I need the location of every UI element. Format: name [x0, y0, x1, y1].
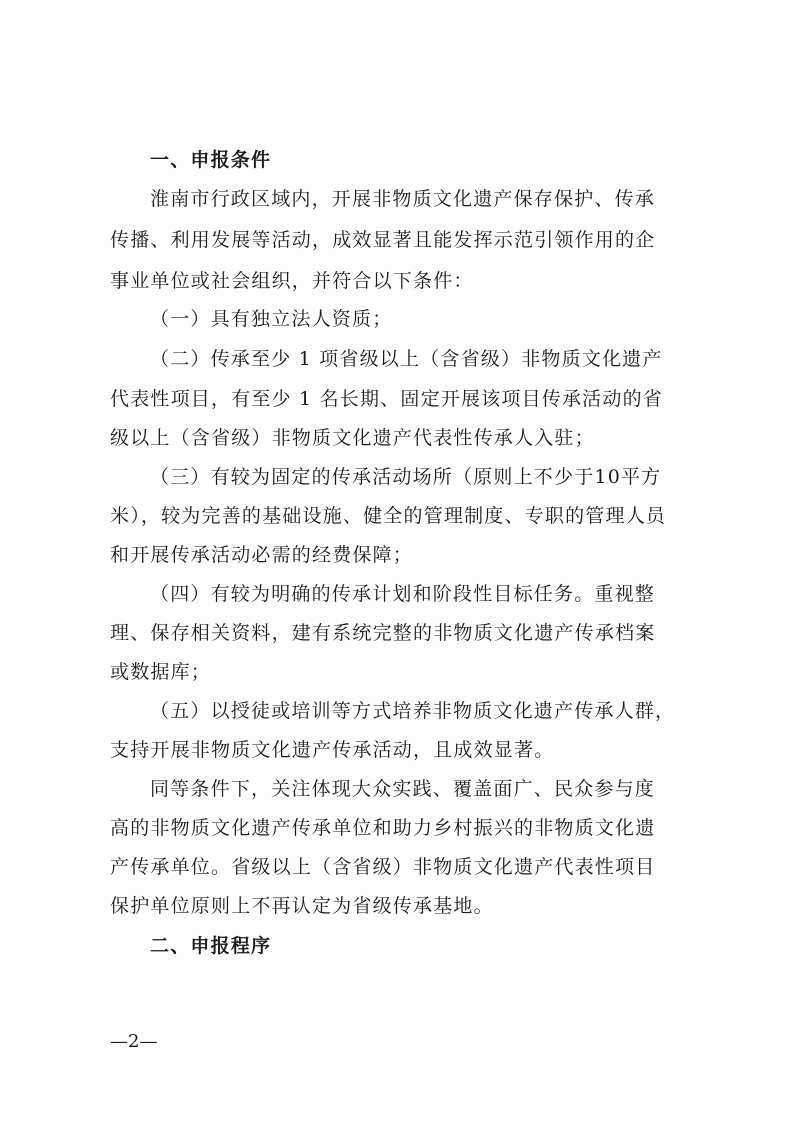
paragraph-line: （五）以授徒或培训等方式培养非物质文化遗产传承人群，: [150, 700, 676, 722]
paragraph-line: 或数据库；: [110, 661, 212, 683]
paragraph-line: 保护单位原则上不再认定为省级传承基地。: [110, 895, 494, 917]
section-heading-application-procedure: 二、申报程序: [150, 935, 272, 957]
paragraph-line: 同等条件下，关注体现大众实践、覆盖面广、民众参与度: [150, 778, 656, 800]
paragraph-line: （一）具有独立法人资质；: [150, 308, 393, 330]
paragraph-line: 米），较为完善的基础设施、健全的管理制度、专职的管理人员: [110, 505, 667, 527]
page-number: —2—: [110, 1031, 158, 1052]
paragraph-line: （三）有较为固定的传承活动场所（原则上不少于10平方: [150, 466, 662, 488]
paragraph-line: （四）有较为明确的传承计划和阶段性目标任务。重视整: [150, 583, 656, 605]
paragraph-line: 支持开展非物质文化遗产传承活动，且成效显著。: [110, 739, 555, 761]
paragraph-line: 理、保存相关资料，建有系统完整的非物质文化遗产传承档案: [110, 622, 656, 644]
paragraph-line: 和开展传承活动必需的经费保障；: [110, 544, 414, 566]
paragraph-line: 级以上（含省级）非物质文化遗产代表性传承人入驻；: [110, 427, 595, 449]
section-heading-application-conditions: 一、申报条件: [150, 149, 272, 171]
paragraph-line: 传播、利用发展等活动，成效显著且能发挥示范引领作用的企: [110, 229, 656, 251]
paragraph-line: 代表性项目，有至少 1 名长期、固定开展该项目传承活动的省: [110, 388, 663, 410]
paragraph-line: 产传承单位。省级以上（含省级）非物质文化遗产代表性项目: [110, 856, 656, 878]
paragraph-line: 事业单位或社会组织，并符合以下条件：: [110, 270, 474, 292]
paragraph-line: （二）传承至少 1 项省级以上（含省级）非物质文化遗产: [150, 348, 663, 370]
paragraph-line: 高的非物质文化遗产传承单位和助力乡村振兴的非物质文化遗: [110, 817, 656, 839]
paragraph-line: 淮南市行政区域内，开展非物质文化遗产保存保护、传承: [150, 188, 656, 210]
